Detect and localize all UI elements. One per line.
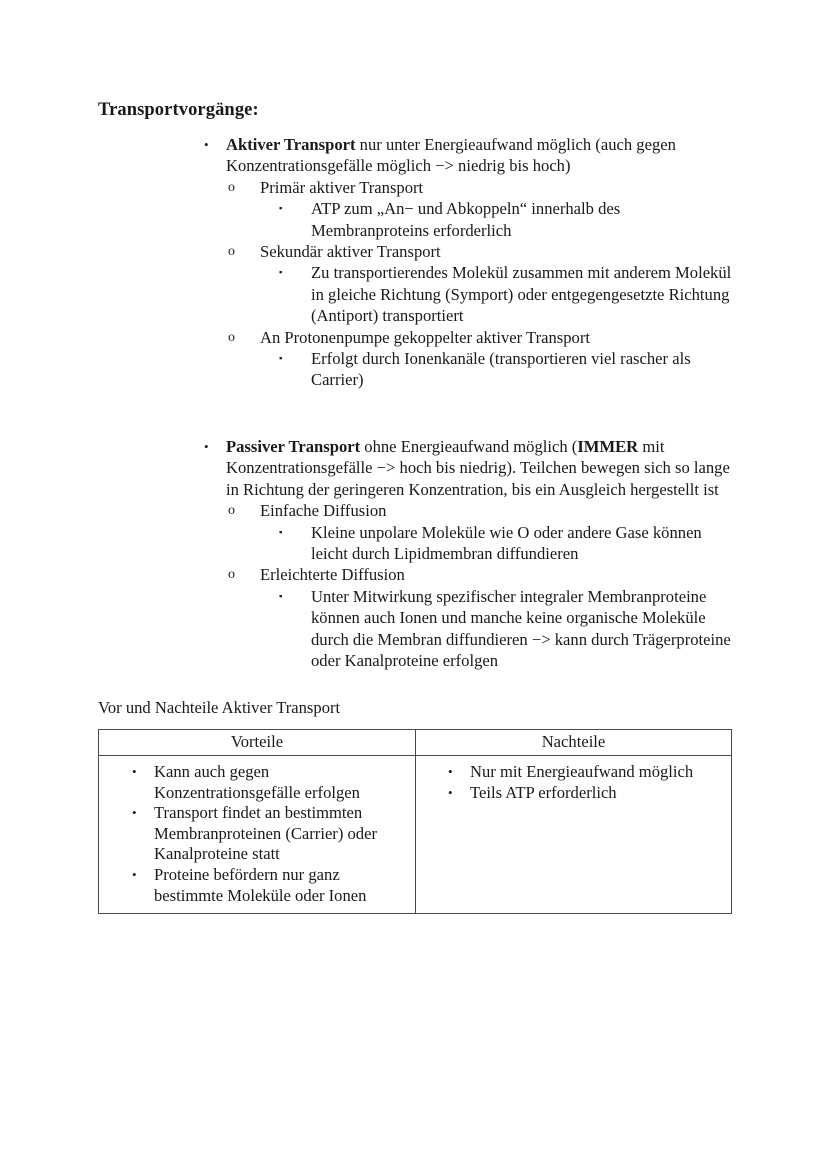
circle-bullet-icon: o xyxy=(228,567,235,583)
disc-bullet-icon: • xyxy=(132,805,137,821)
outline-item-text: Kleine unpolare Moleküle wie O oder andere Gase können leicht durch Lipidmembran diffundieren xyxy=(311,522,702,563)
disc-bullet-icon: • xyxy=(204,137,209,152)
list-item xyxy=(416,783,725,804)
circle-bullet-icon: o xyxy=(228,329,235,345)
outline-item-ionenkanaele xyxy=(279,348,738,391)
table-header-nachteile: Nachteile xyxy=(416,730,732,756)
list-item-text: Proteine befördern nur ganz bestimmte Moleküle oder Ionen xyxy=(154,864,367,905)
list-item-text: Teils ATP erforderlich xyxy=(470,782,617,802)
table-row xyxy=(99,756,732,914)
square-bullet-icon: ▪ xyxy=(279,591,283,602)
outline-item-unpolare-molekuele xyxy=(279,522,738,565)
list-item xyxy=(99,865,409,906)
list-item xyxy=(99,762,409,803)
list-item xyxy=(99,803,409,865)
outline-item-sekundaer-aktiver-transport xyxy=(228,241,738,262)
outline-item-protonenpumpe xyxy=(228,327,738,348)
outline-item-passiver-transport xyxy=(196,436,738,500)
outline-item-text xyxy=(226,134,738,177)
outline-item-text: Einfache Diffusion xyxy=(260,501,387,521)
list-item-text: Transport findet an bestimmten Membranproteinen (Carrier) oder Kanalproteine statt xyxy=(154,803,377,864)
outline-list xyxy=(98,134,738,671)
outline-item-erleichterte-diffusion xyxy=(228,564,738,585)
outline-item-text: Zu transportierendes Molekül zusammen mit anderem Molekül in gleiche Richtung (Symport) oder entgegengesetzte Richtung (Antiport) transportiert xyxy=(311,263,732,326)
outline-item-text: Erleichterte Diffusion xyxy=(260,565,405,585)
outline-item-lead-rest: mit Konzentrationsgefälle −> hoch bis niedrig). Teilchen bewegen sich so lange in Richtung der geringeren Konzentration, bis ein Ausgleich hergestellt ist xyxy=(226,436,730,499)
circle-bullet-icon: o xyxy=(228,244,235,260)
pros-cons-table xyxy=(98,729,732,914)
outline-item-lead-bold: Passiver Transport xyxy=(226,436,361,456)
outline-item-einfache-diffusion xyxy=(228,500,738,521)
page-title: Transportvorgänge: xyxy=(98,100,259,120)
square-bullet-icon: ▪ xyxy=(279,204,283,215)
outline-item-text: Erfolgt durch Ionenkanäle (transportieren viel rascher als Carrier) xyxy=(311,349,691,390)
outline-item-text: An Protonenpumpe gekoppelter aktiver Transport xyxy=(260,327,590,347)
outline-item-primaer-aktiver-transport xyxy=(228,177,738,198)
outline-item-lead-bold: Aktiver Transport xyxy=(226,135,356,154)
outline-item-text: Primär aktiver Transport xyxy=(260,177,424,197)
square-bullet-icon: ▪ xyxy=(279,354,283,365)
table-cell-nachteile xyxy=(416,756,732,914)
list-item-text: Nur mit Energieaufwand möglich xyxy=(470,762,694,781)
list-item xyxy=(416,762,725,783)
section-gap xyxy=(98,391,738,436)
outline-item-text: Sekundär aktiver Transport xyxy=(260,242,441,262)
nachteile-list xyxy=(416,756,731,889)
vorteile-list xyxy=(99,756,415,913)
disc-bullet-icon: • xyxy=(448,784,453,800)
table-cell-vorteile xyxy=(99,756,416,914)
outline-item-text xyxy=(226,436,738,500)
outline-item-aktiver-transport xyxy=(196,134,738,177)
outline-item-emphasis-immer: IMMER xyxy=(577,436,639,456)
outline-item-text: ATP zum „An− und Abkoppeln“ innerhalb des Membranproteins erforderlich xyxy=(311,199,621,240)
outline-item-symport-antiport xyxy=(279,262,738,326)
circle-bullet-icon: o xyxy=(228,503,235,519)
outline-item-text: Unter Mitwirkung spezifischer integraler Membranproteine können auch Ionen und manche keine organische Moleküle durch die Membran diffundieren −> kann durch Trägerproteine oder Kanalproteine erfolgen xyxy=(311,586,731,670)
outline-item-atp-ankoppeln xyxy=(279,198,738,241)
disc-bullet-icon: • xyxy=(448,764,453,779)
disc-bullet-icon: • xyxy=(132,866,137,882)
list-item-text: Kann auch gegen Konzentrationsgefälle erfolgen xyxy=(154,762,360,802)
outline-item-lead-rest: nur unter Energieaufwand möglich (auch gegen Konzentrationsgefälle möglich −> niedrig bis hoch) xyxy=(226,135,676,176)
table-caption: Vor und Nachteile Aktiver Transport xyxy=(98,698,341,717)
disc-bullet-icon: • xyxy=(132,764,137,779)
square-bullet-icon: ▪ xyxy=(279,527,283,538)
circle-bullet-icon: o xyxy=(228,179,235,195)
table-header-vorteile: Vorteile xyxy=(99,730,416,756)
outline-item-lead-mid: ohne Energieaufwand möglich ( xyxy=(360,436,578,456)
outline-item-membranproteine xyxy=(279,586,738,672)
disc-bullet-icon: • xyxy=(204,438,209,454)
table-header-row xyxy=(99,730,732,756)
square-bullet-icon: ▪ xyxy=(279,268,283,279)
